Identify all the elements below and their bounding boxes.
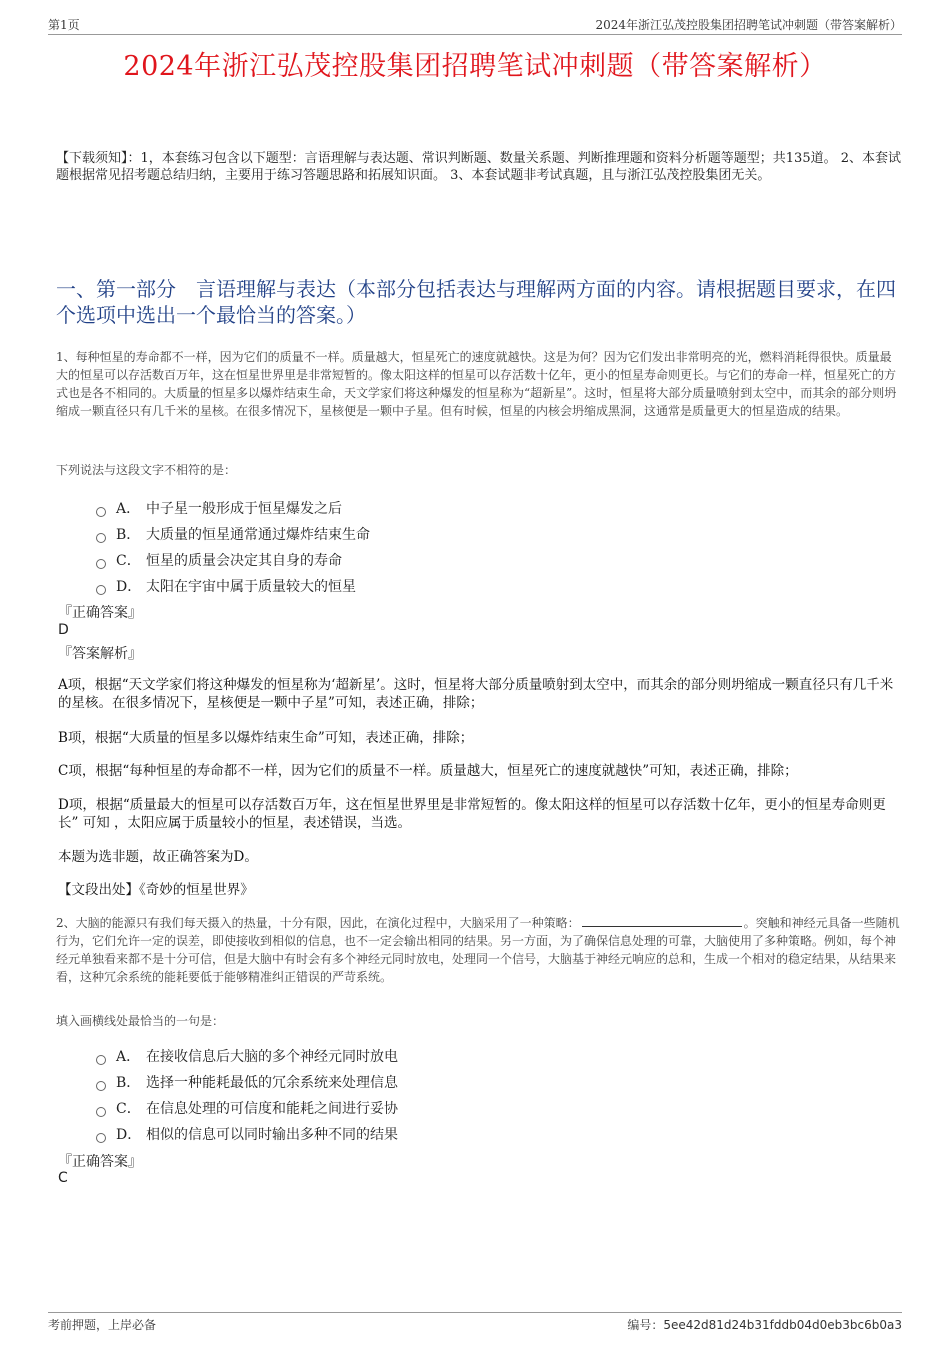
option-text: 在接收信息后大脑的多个神经元同时放电: [146, 1049, 398, 1065]
footer-code: [627, 1316, 902, 1333]
radio-icon[interactable]: [96, 1107, 106, 1117]
question-2-text-before: 2、大脑的能源只有我们每天摄入的热量，十分有限，因此，在演化过程中，大脑采用了一种策略：: [56, 916, 580, 930]
option-b[interactable]: [96, 1070, 398, 1096]
option-text: 中子星一般形成于恒星爆发之后: [146, 501, 342, 517]
analysis-c: C项，根据“每种恒星的寿命都不一样，因为它们的质量不一样。质量越大，恒星死亡的速度就越快”可知，表述正确，排除；: [58, 763, 798, 779]
option-key: A．: [116, 1049, 141, 1065]
header-doc-title: 2024年浙江弘茂控股集团招聘笔试冲刺题（带答案解析）: [595, 18, 902, 32]
option-key: B．: [116, 1075, 141, 1091]
analysis-label: 『答案解析』: [58, 646, 142, 662]
radio-icon[interactable]: [96, 507, 106, 517]
question-1-text: 1、每种恒星的寿命都不一样，因为它们的质量不一样。质量越大，恒星死亡的速度就越快。这是为何？因为它们发出非常明亮的光，燃料消耗得很快。质量最大的恒星可以存活数百万年，这在恒星世界里是非常短暂的。像太阳这样的恒星可以存活数十亿年，更小的恒星寿命则更长。与它们的寿命一样，恒星死亡的方式也是各不相同的。大质量的恒星多以爆炸结束生命，天文学家们将这种爆发的恒星称为“超新星”。这时，恒星将大部分质量喷射到太空中，而其余的部分则坍缩成一颗直径只有几千米的星核。在很多情况下，星核便是一颗中子星。但有时候，恒星的内核会坍缩成黑洞，这通常是质量更大的恒星造成的结果。: [56, 350, 897, 418]
fill-blank: [582, 914, 742, 927]
analysis-b: B项，根据“大质量的恒星多以爆炸结束生命”可知，表述正确，排除；: [58, 730, 474, 746]
radio-icon[interactable]: [96, 1133, 106, 1143]
answer-label: 『正确答案』: [58, 1154, 142, 1170]
option-key: D．: [116, 579, 142, 595]
question-2-text: [56, 914, 901, 986]
option-c[interactable]: [96, 548, 370, 574]
option-a[interactable]: [96, 496, 370, 522]
analysis-conclusion: 本题为选非题，故正确答案为D。: [58, 849, 258, 865]
option-text: 选择一种能耗最低的冗余系统来处理信息: [146, 1075, 398, 1091]
option-d[interactable]: [96, 574, 370, 600]
question-1-options: [96, 496, 370, 600]
option-key: B．: [116, 527, 141, 543]
page-header: [48, 14, 902, 35]
footer-slogan: 考前押题，上岸必备: [48, 1318, 157, 1332]
option-b[interactable]: [96, 522, 370, 548]
option-key: D．: [116, 1127, 142, 1143]
radio-icon[interactable]: [96, 533, 106, 543]
code-label: 编号：: [627, 1318, 664, 1332]
option-a[interactable]: [96, 1044, 398, 1070]
source-citation: 【文段出处】《奇妙的恒星世界》: [58, 882, 254, 898]
question-1-prompt: 下列说法与这段文字不相符的是：: [56, 463, 237, 477]
section-heading: 一、第一部分 言语理解与表达（本部分包括表达与理解两方面的内容。请根据题目要求，在四个选项中选出一个最恰当的答案。）: [56, 277, 896, 327]
code-value: 5ee42d81d24b31fddb04d0eb3bc6b0a3: [663, 1318, 902, 1332]
option-key: C．: [116, 1101, 141, 1117]
option-c[interactable]: [96, 1096, 398, 1122]
option-d[interactable]: [96, 1122, 398, 1148]
answer-value: D: [58, 622, 69, 638]
page-number: 第1页: [48, 18, 80, 32]
radio-icon[interactable]: [96, 585, 106, 595]
option-text: 大质量的恒星通常通过爆炸结束生命: [146, 527, 370, 543]
option-text: 太阳在宇宙中属于质量较大的恒星: [146, 579, 356, 595]
question-2-options: [96, 1044, 398, 1148]
radio-icon[interactable]: [96, 559, 106, 569]
radio-icon[interactable]: [96, 1081, 106, 1091]
option-key: A．: [116, 501, 141, 517]
document-title: 2024年浙江弘茂控股集团招聘笔试冲刺题（带答案解析）: [123, 51, 827, 82]
page-footer: [48, 1312, 902, 1332]
option-text: 恒星的质量会决定其自身的寿命: [146, 553, 342, 569]
analysis-d: D项，根据“质量最大的恒星可以存活数百万年，这在恒星世界里是非常短暂的。像太阳这样的恒星可以存活数十亿年，更小的恒星寿命则更长” 可知 ，太阳应属于质量较小的恒星，表述错误，当选。: [58, 797, 886, 831]
answer-value: C: [58, 1170, 68, 1186]
question-2-prompt: 填入画横线处最恰当的一句是：: [56, 1014, 225, 1028]
option-key: C．: [116, 553, 141, 569]
question-2-text-after: 。突触和神经元具备一些随机行为，它们允许一定的误差，即使接收到相似的信息，也不一定会输出相同的结果。另一方面，为了确保信息处理的可靠，大脑使用了多种策略。例如，每个神经元单独看来都不是十分可信，但是大脑中有时会有多个神经元同时放电，处理同一个信号，大脑基于神经元响应的总和，生成一个相对的稳定结果，从结果来看，这种冗余系统的能耗要低于能够精准纠正错误的严苛系统。: [56, 916, 900, 984]
option-text: 相似的信息可以同时输出多种不同的结果: [146, 1127, 398, 1143]
analysis-a: A项，根据“天文学家们将这种爆发的恒星称为‘超新星’。这时，恒星将大部分质量喷射到太空中，而其余的部分则坍缩成一颗直径只有几千米的星核。在很多情况下，星核便是一颗中子星”可知，表述正确，排除；: [58, 677, 894, 711]
option-text: 在信息处理的可信度和能耗之间进行妥协: [146, 1101, 398, 1117]
answer-label: 『正确答案』: [58, 605, 142, 621]
download-notice: 【下载须知】：1，本套练习包含以下题型：言语理解与表达题、常识判断题、数量关系题、判断推理题和资料分析题等题型；共135道。 2、本套试题根据常见招考题总结归纳，主要用于练习答题思路和拓展知识面。 3、本套试题非考试真题，且与浙江弘茂控股集团无关。: [56, 151, 901, 183]
radio-icon[interactable]: [96, 1055, 106, 1065]
